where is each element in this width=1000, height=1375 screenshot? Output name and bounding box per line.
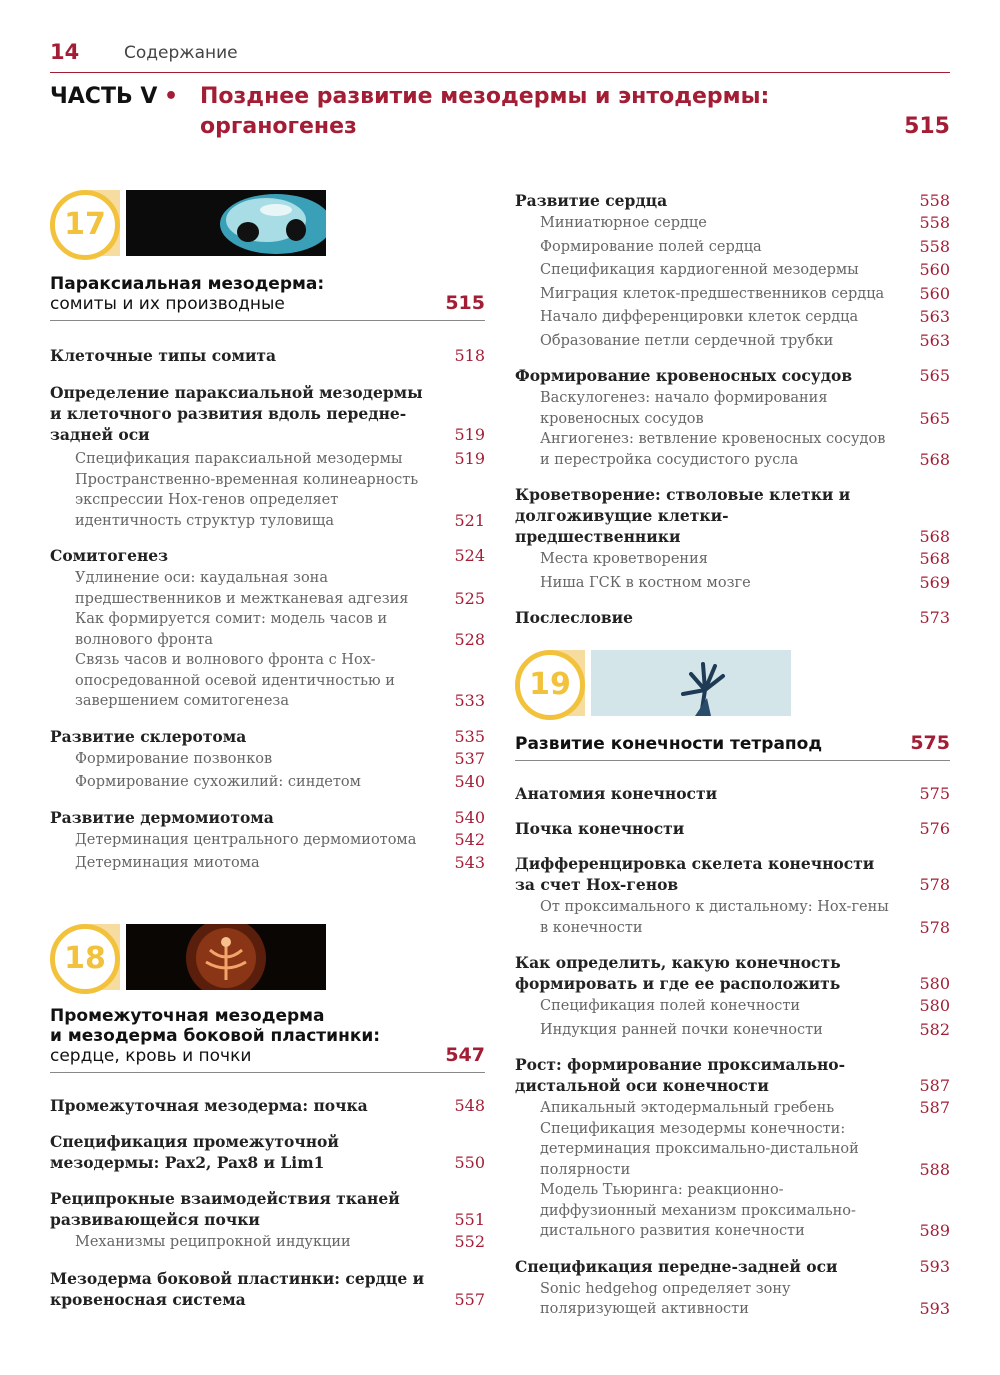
toc-subentry[interactable]: Индукция ранней почки конечности 582 bbox=[540, 1019, 950, 1039]
toc-subentry[interactable]: Детерминация центрального дермомиотома 542 bbox=[75, 829, 485, 849]
toc-entry[interactable]: Промежуточная мезодерма: почка 548 bbox=[50, 1096, 485, 1115]
toc-subentry[interactable]: Апикальный эктодермальный гребень 587 bbox=[540, 1098, 950, 1117]
chapter-18-page: 547 bbox=[445, 1044, 485, 1066]
toc-entry[interactable]: Спецификация промежуточной мезодермы: Pax2, Pax8 и Lim1 550 bbox=[50, 1132, 485, 1172]
toc-entry[interactable]: Как определить, какую конечность формировать и где ее расположить 580 bbox=[515, 953, 950, 993]
chapter-18-number: 18 bbox=[50, 924, 120, 994]
toc-subentry[interactable]: Формирование полей сердца 558 bbox=[540, 236, 950, 256]
toc-subentry[interactable]: Детерминация миотома 543 bbox=[75, 853, 485, 872]
toc-entry[interactable]: Послесловие 573 bbox=[515, 608, 950, 627]
toc-subentry[interactable]: Спецификация мезодермы конечности: детерминация проксимально-дистальной полярности 588 bbox=[540, 1120, 950, 1179]
toc-subentry[interactable]: Sonic hedgehog определяет зону поляризующей активности 593 bbox=[540, 1280, 950, 1318]
toc-subentry[interactable]: Пространственно-временная колинеарность экспрессии Hox-генов определяет идентичность структур туловища 521 bbox=[75, 471, 485, 530]
toc-subentry[interactable]: Механизмы реципрокной индукции 552 bbox=[75, 1232, 485, 1251]
toc-entry[interactable]: Спецификация передне-задней оси 593 bbox=[515, 1256, 950, 1276]
chapter-19-page: 575 bbox=[910, 732, 950, 754]
toc-entry[interactable]: Кроветворение: стволовые клетки и долгоживущие клетки-предшественники 568 bbox=[515, 485, 950, 546]
chapter-17-header bbox=[50, 190, 485, 260]
toc-entry[interactable]: Рост: формирование проксимально-дистальной оси конечности 587 bbox=[515, 1055, 950, 1095]
chapter-19-number: 19 bbox=[515, 650, 585, 720]
toc-subentry[interactable]: Ниша ГСК в костном мозге 569 bbox=[540, 572, 950, 592]
part-page: 515 bbox=[904, 114, 950, 139]
toc-subentry[interactable]: Модель Тьюринга: реакционно-диффузионный механизм проксимально-дистального развития конечности 589 bbox=[540, 1182, 950, 1240]
part-title-line2: органогенез bbox=[200, 114, 357, 139]
toc-entry[interactable]: Мезодерма боковой пластинки: сердце и кровеносная система 557 bbox=[50, 1268, 485, 1309]
part-label: ЧАСТЬ V bbox=[50, 84, 158, 109]
toc-subentry[interactable]: Миниатюрное сердце 558 bbox=[540, 213, 950, 232]
left-column-ch18 bbox=[50, 924, 485, 1310]
toc-subentry[interactable]: От проксимального к дистальному: Hox-гены в конечности 578 bbox=[540, 899, 950, 937]
toc-subentry[interactable]: Спецификация полей конечности 580 bbox=[540, 996, 950, 1015]
toc-entry[interactable]: Развитие сердца 558 bbox=[515, 191, 950, 210]
left-column bbox=[50, 190, 485, 874]
chapter-18-title[interactable]: Промежуточная мезодерма и мезодерма боковой пластинки: сердце, кровь и почки 547 bbox=[50, 1006, 485, 1073]
part-bullet: • bbox=[164, 84, 179, 109]
toc-subentry[interactable]: Связь часов и волнового фронта с Hox-опосредованной осевой идентичностью и завершением сомитогенеза 533 bbox=[75, 652, 485, 710]
page-number: 14 bbox=[50, 40, 80, 64]
running-header bbox=[50, 40, 950, 73]
right-column-ch19 bbox=[515, 650, 950, 1320]
toc-entry[interactable]: Развитие дермомиотома 540 bbox=[50, 807, 485, 827]
chapter-18-header bbox=[50, 924, 485, 994]
chapter-17-title[interactable]: Параксиальная мезодерма: сомиты и их производные 515 bbox=[50, 274, 485, 321]
toc-subentry[interactable]: Формирование позвонков 537 bbox=[75, 748, 485, 768]
chapter-17-image bbox=[126, 190, 326, 256]
toc-entry[interactable]: Клеточные типы сомита 518 bbox=[50, 346, 485, 365]
running-title: Содержание bbox=[124, 43, 238, 63]
toc-subentry[interactable]: Формирование сухожилий: синдетом 540 bbox=[75, 772, 485, 791]
toc-entry[interactable]: Определение параксиальной мезодермы и клеточного развития вдоль передне-задней оси 519 bbox=[50, 383, 485, 444]
toc-entry[interactable]: Сомитогенез 524 bbox=[50, 546, 485, 565]
toc-entry[interactable]: Реципрокные взаимодействия тканей развивающейся почки 551 bbox=[50, 1189, 485, 1229]
toc-entry[interactable]: Дифференцировка скелета конечности за счет Hox-генов 578 bbox=[515, 854, 950, 894]
toc-entry[interactable]: Формирование кровеносных сосудов 565 bbox=[515, 366, 950, 385]
toc-entry[interactable]: Анатомия конечности 575 bbox=[515, 784, 950, 803]
toc-entry[interactable]: Почка конечности 576 bbox=[515, 819, 950, 838]
chapter-17-page: 515 bbox=[445, 292, 485, 314]
chapter-19-header bbox=[515, 650, 950, 720]
part-title-line1: Позднее развитие мезодермы и энтодермы: bbox=[200, 84, 770, 109]
toc-subentry[interactable]: Удлинение оси: каудальная зона предшественников и межтканевая адгезия 525 bbox=[75, 570, 485, 608]
toc-subentry[interactable]: Как формируется сомит: модель часов и волнового фронта 528 bbox=[75, 611, 485, 649]
toc-subentry[interactable]: Места кроветворения 568 bbox=[540, 549, 950, 568]
toc-subentry[interactable]: Миграция клеток-предшественников сердца 560 bbox=[540, 283, 950, 303]
toc-entry[interactable]: Развитие склеротома 535 bbox=[50, 726, 485, 746]
part-heading bbox=[50, 84, 950, 146]
toc-subentry[interactable]: Васкулогенез: начало формирования кровеносных сосудов 565 bbox=[540, 390, 950, 428]
chapter-18-image bbox=[126, 924, 326, 990]
toc-subentry[interactable]: Спецификация кардиогенной мезодермы 560 bbox=[540, 260, 950, 279]
toc-subentry[interactable]: Спецификация параксиальной мезодермы 519 bbox=[75, 449, 485, 468]
chapter-17-number: 17 bbox=[50, 190, 120, 260]
toc-subentry[interactable]: Образование петли сердечной трубки 563 bbox=[540, 330, 950, 350]
toc-subentry[interactable]: Начало дифференцировки клеток сердца 563 bbox=[540, 307, 950, 326]
chapter-19-title[interactable]: Развитие конечности тетрапод 575 bbox=[515, 734, 950, 761]
right-column bbox=[515, 190, 950, 628]
chapter-19-image bbox=[591, 650, 791, 716]
toc-subentry[interactable]: Ангиогенез: ветвление кровеносных сосудов и перестройка сосудистого русла 568 bbox=[540, 431, 950, 469]
